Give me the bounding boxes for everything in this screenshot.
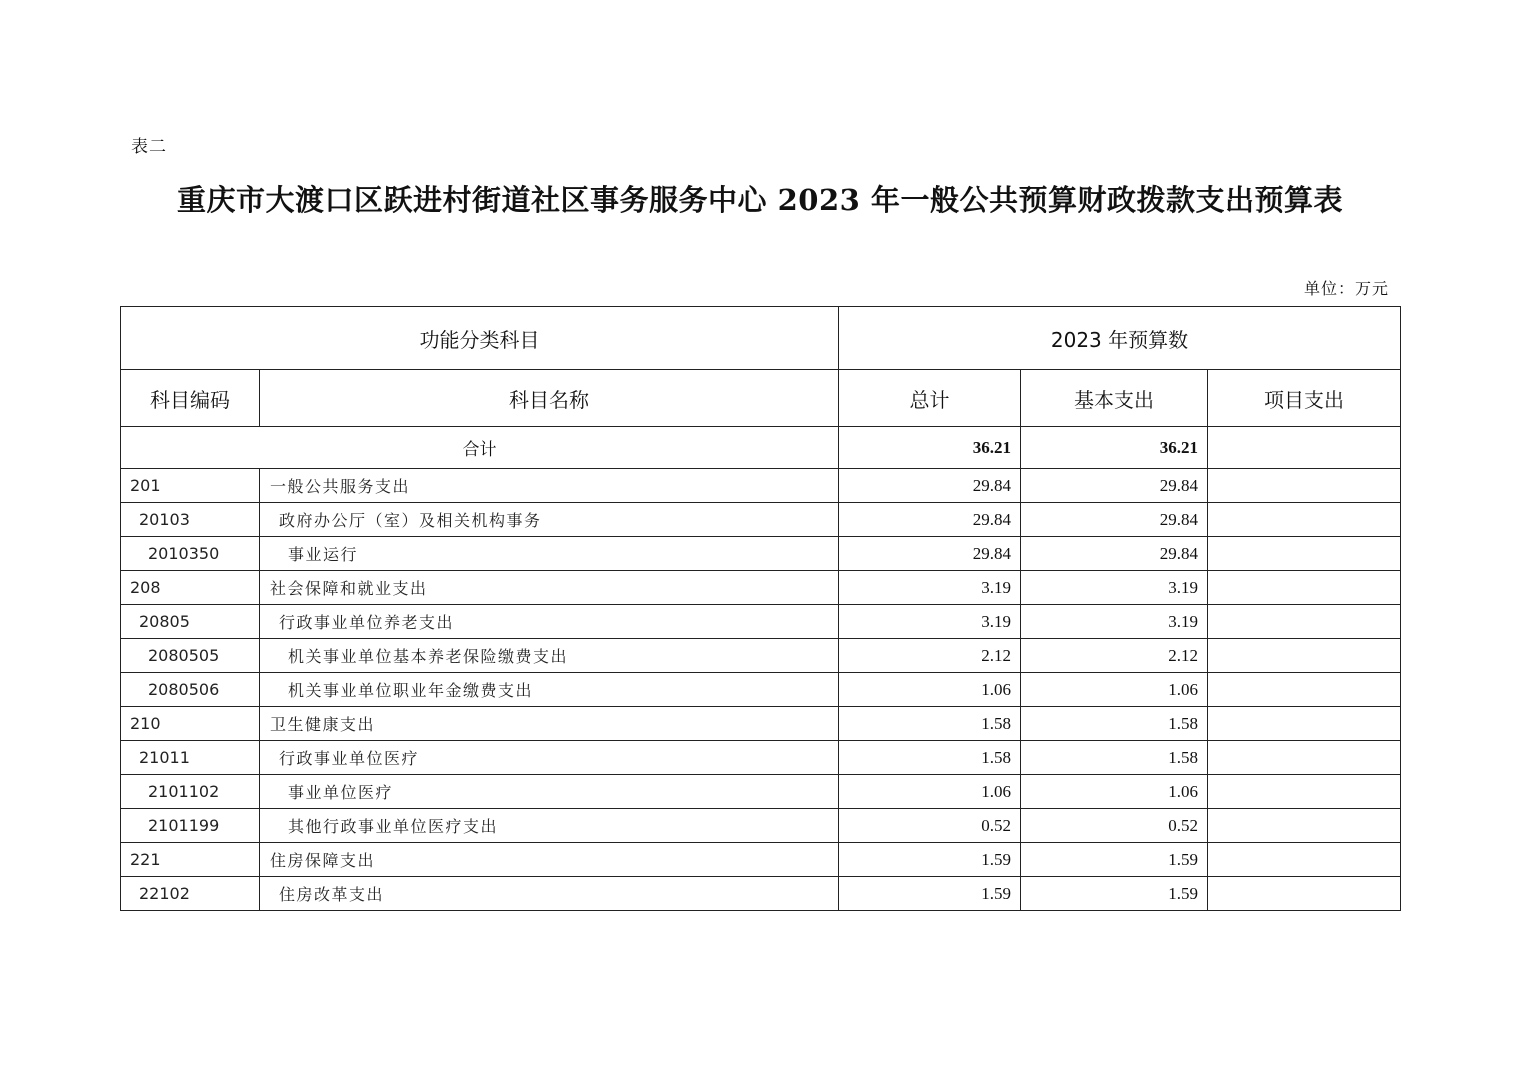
row-basic: 1.06 — [1021, 673, 1208, 707]
row-total: 3.19 — [839, 605, 1021, 639]
row-basic: 3.19 — [1021, 571, 1208, 605]
row-code: 221 — [121, 843, 260, 877]
row-project — [1208, 605, 1401, 639]
row-basic: 1.06 — [1021, 775, 1208, 809]
row-name: 行政事业单位养老支出 — [260, 605, 839, 639]
row-code: 208 — [121, 571, 260, 605]
row-code: 2010350 — [121, 537, 260, 571]
table-row — [121, 775, 1401, 809]
budget-table — [120, 306, 1401, 911]
budget-year-header: 2023 年预算数 — [839, 307, 1401, 370]
table-label: 表二 — [131, 137, 167, 157]
summary-basic: 36.21 — [1021, 427, 1208, 469]
row-basic: 29.84 — [1021, 503, 1208, 537]
name-header: 科目名称 — [260, 370, 839, 427]
row-basic: 0.52 — [1021, 809, 1208, 843]
row-project — [1208, 571, 1401, 605]
row-basic: 29.84 — [1021, 537, 1208, 571]
table-row — [121, 571, 1401, 605]
functional-category-header: 功能分类科目 — [121, 307, 839, 370]
row-project — [1208, 707, 1401, 741]
row-total: 1.59 — [839, 877, 1021, 911]
row-code: 20103 — [121, 503, 260, 537]
page-title: 重庆市大渡口区跃进村街道社区事务服务中心 2023 年一般公共预算财政拨款支出预算表 — [177, 183, 1343, 217]
row-name: 机关事业单位职业年金缴费支出 — [260, 673, 839, 707]
row-code: 2101199 — [121, 809, 260, 843]
row-name: 政府办公厅（室）及相关机构事务 — [260, 503, 839, 537]
row-total: 3.19 — [839, 571, 1021, 605]
row-code: 2080505 — [121, 639, 260, 673]
table-row — [121, 877, 1401, 911]
row-total: 1.06 — [839, 775, 1021, 809]
table-row — [121, 843, 1401, 877]
row-total: 0.52 — [839, 809, 1021, 843]
row-code: 2101102 — [121, 775, 260, 809]
row-code: 20805 — [121, 605, 260, 639]
table-row — [121, 537, 1401, 571]
total-header: 总计 — [839, 370, 1021, 427]
row-basic: 3.19 — [1021, 605, 1208, 639]
row-basic: 1.59 — [1021, 877, 1208, 911]
row-total: 2.12 — [839, 639, 1021, 673]
table-row — [121, 741, 1401, 775]
row-name: 一般公共服务支出 — [260, 469, 839, 503]
row-total: 29.84 — [839, 503, 1021, 537]
row-project — [1208, 503, 1401, 537]
row-name: 事业单位医疗 — [260, 775, 839, 809]
unit-label: 单位：万元 — [1303, 279, 1389, 298]
row-code: 201 — [121, 469, 260, 503]
row-basic: 2.12 — [1021, 639, 1208, 673]
row-project — [1208, 537, 1401, 571]
row-total: 1.06 — [839, 673, 1021, 707]
row-code: 210 — [121, 707, 260, 741]
row-project — [1208, 775, 1401, 809]
table-row — [121, 673, 1401, 707]
basic-header: 基本支出 — [1021, 370, 1208, 427]
row-name: 其他行政事业单位医疗支出 — [260, 809, 839, 843]
row-total: 1.58 — [839, 707, 1021, 741]
row-name: 社会保障和就业支出 — [260, 571, 839, 605]
row-basic: 1.58 — [1021, 741, 1208, 775]
row-basic: 29.84 — [1021, 469, 1208, 503]
row-project — [1208, 877, 1401, 911]
row-project — [1208, 639, 1401, 673]
row-basic: 1.58 — [1021, 707, 1208, 741]
row-total: 1.58 — [839, 741, 1021, 775]
table-row — [121, 605, 1401, 639]
row-name: 卫生健康支出 — [260, 707, 839, 741]
row-code: 2080506 — [121, 673, 260, 707]
row-project — [1208, 809, 1401, 843]
row-basic: 1.59 — [1021, 843, 1208, 877]
project-header: 项目支出 — [1208, 370, 1401, 427]
row-code: 22102 — [121, 877, 260, 911]
row-name: 住房保障支出 — [260, 843, 839, 877]
table-row — [121, 809, 1401, 843]
row-total: 1.59 — [839, 843, 1021, 877]
summary-label: 合计 — [121, 427, 839, 469]
row-project — [1208, 843, 1401, 877]
row-total: 29.84 — [839, 537, 1021, 571]
summary-project — [1208, 427, 1401, 469]
row-name: 行政事业单位医疗 — [260, 741, 839, 775]
row-project — [1208, 673, 1401, 707]
row-name: 住房改革支出 — [260, 877, 839, 911]
table-row — [121, 469, 1401, 503]
row-total: 29.84 — [839, 469, 1021, 503]
code-header: 科目编码 — [121, 370, 260, 427]
row-project — [1208, 469, 1401, 503]
row-name: 机关事业单位基本养老保险缴费支出 — [260, 639, 839, 673]
table-row — [121, 503, 1401, 537]
row-code: 21011 — [121, 741, 260, 775]
row-project — [1208, 741, 1401, 775]
summary-total: 36.21 — [839, 427, 1021, 469]
row-name: 事业运行 — [260, 537, 839, 571]
summary-row — [121, 427, 1401, 469]
table-row — [121, 639, 1401, 673]
table-row — [121, 707, 1401, 741]
